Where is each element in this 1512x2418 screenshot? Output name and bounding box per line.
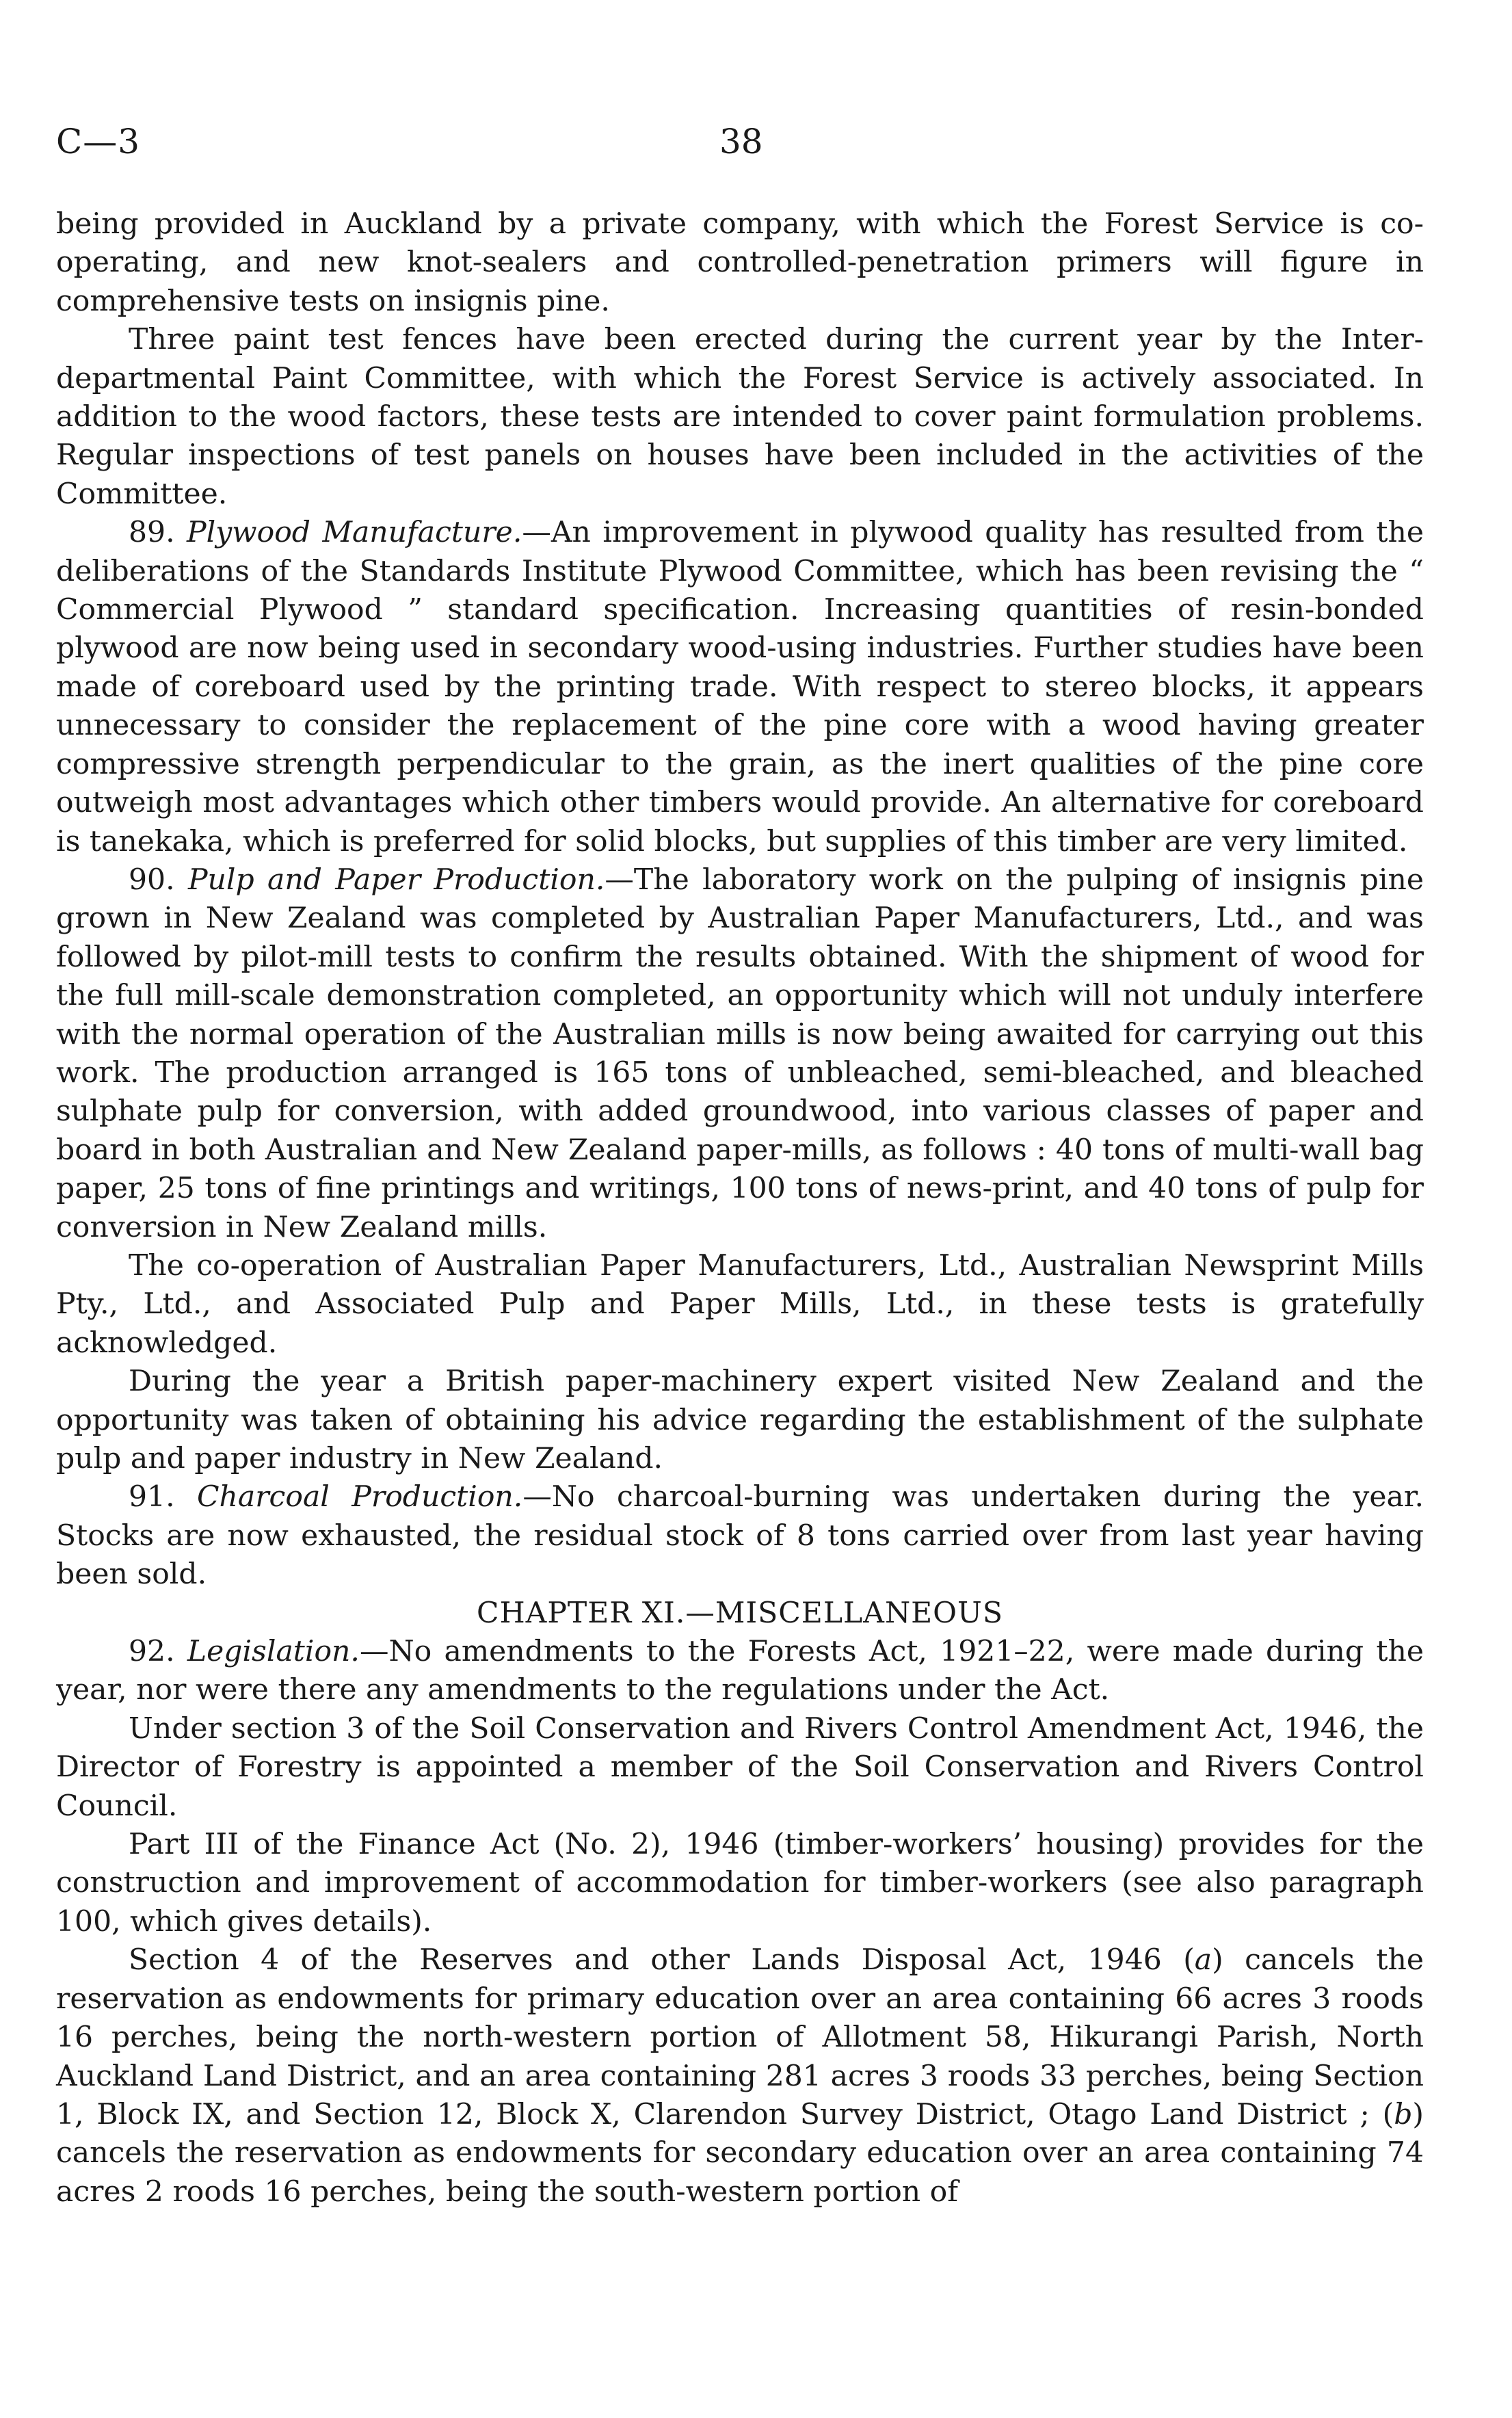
- paragraph-text: —No amendments to the Forests Act, 1921–22, were made during the year, nor were there any amendments to the regulations under the Act.: [56, 1635, 1424, 1707]
- paragraph-number: 91.: [129, 1480, 198, 1514]
- paragraph-92-reserves-act: [56, 1941, 1424, 2211]
- page-header: [56, 122, 1424, 176]
- paragraph-title: Legislation.: [187, 1635, 360, 1669]
- paragraph-continued: [56, 205, 1424, 321]
- chapter-heading: CHAPTER XI.—MISCELLANEOUS: [477, 1596, 1003, 1630]
- paragraph-text: —An improvement in plywood quality has resulted from the deliberations of the Standards Institute Plywood Committee, which has been revising the “ Commercial Plywood ” standard specification. Increasing quantities of resin-bonded plywood are now being used in secondary wood-using industries. Further studies have been made of coreboard used by the printing trade. With respect to stereo blocks, it appears unnecessary to consider the replacement of the pine core with a wood having greater compressive strength perpendicular to the grain, as the inert qualities of the pine core outweigh most advantages which other timbers would provide. An alternative for coreboard is tanekaka, which is preferred for solid blocks, but supplies of this timber are very limited.: [56, 516, 1424, 858]
- paragraph-92: [56, 1633, 1424, 1710]
- report-code: C—3: [56, 122, 141, 161]
- paragraph-89: [56, 514, 1424, 861]
- paragraph-title: Pulp and Paper Production.: [187, 863, 605, 897]
- paragraph-92-soil-conservation: [56, 1710, 1424, 1826]
- paragraph-text: The co-operation of Australian Paper Manufacturers, Ltd., Australian Newsprint Mills Pty., Ltd., and Associated Pulp and Paper Mills, Ltd., in these tests is gratefully acknowledged.: [56, 1248, 1424, 1360]
- paragraph-text: —No charcoal-burning was undertaken during the year. Stocks are now exhausted, the residual stock of 8 tons carried over from last year having been sold.: [56, 1480, 1424, 1592]
- paragraph-title: Plywood Manufacture.: [187, 516, 522, 550]
- body-text: [56, 205, 1424, 2211]
- paragraph-90-cooperation: [56, 1247, 1424, 1363]
- paragraph-text: During the year a British paper-machinery expert visited New Zealand and the opportunity was taken of obtaining his advice regarding the establishment of the sulphate pulp and paper industry in New Zealand.: [56, 1365, 1424, 1475]
- paragraph-92-finance-act: [56, 1826, 1424, 1941]
- paragraph-text: ) cancels the reservation as endowments for primary education over an area containing 66 acres 3 roods 16 perches, being the north-western portion of Allotment 58, Hikurangi Parish, North Auckland Land District, and an area containing 281 acres 3 roods 33 perches, being Section 1, Block IX, and Section 12, Block X, Clarendon Survey District, Otago Land District ; (: [56, 1943, 1424, 2131]
- page-number: 38: [719, 122, 763, 161]
- paragraph-91: [56, 1478, 1424, 1594]
- paragraph-text: being provided in Auckland by a private company, with which the Forest Service is co-operating, and new knot-sealers and controlled-penetration primers will figure in comprehensive tests on insignis pine.: [56, 207, 1424, 318]
- paragraph-text: Three paint test fences have been erected during the current year by the Inter-departmental Paint Committee, with which the Forest Service is actively associated. In addition to the wood factors, these tests are intended to cover paint formulation problems. Regular inspections of test panels on houses have been included in the activities of the Committee.: [56, 323, 1424, 511]
- paragraph-number: 89.: [129, 516, 187, 550]
- paragraph-text: ) cancels the reservation as endowments for secondary education over an area containing 74 acres 2 roods 16 perches, being the south-western portion of: [56, 2097, 1424, 2209]
- paragraph-title: Charcoal Production.: [197, 1480, 523, 1514]
- paragraph-text: Section 4 of the Reserves and other Lands Disposal Act, 1946 (: [129, 1943, 1195, 1977]
- paragraph-text: Under section 3 of the Soil Conservation and Rivers Control Amendment Act, 1946, the Director of Forestry is appointed a member of the Soil Conservation and Rivers Control Council.: [56, 1711, 1424, 1823]
- paragraph-number: 92.: [129, 1635, 187, 1669]
- clause-letter-a: a: [1194, 1943, 1212, 1977]
- paragraph-90-expert: [56, 1363, 1424, 1478]
- clause-letter-b: b: [1394, 2097, 1413, 2131]
- paragraph-number: 90.: [129, 863, 188, 897]
- paragraph-paint-tests: [56, 321, 1424, 514]
- paragraph-90: [56, 861, 1424, 1247]
- paragraph-text: —The laboratory work on the pulping of insignis pine grown in New Zealand was completed by Australian Paper Manufacturers, Ltd., and was followed by pilot-mill tests to confirm the results obtained. With the shipment of wood for the full mill-scale demonstration completed, an opportunity which will not unduly interfere with the normal operation of the Australian mills is now being awaited for carrying out this work. The production arranged is 165 tons of unbleached, semi-bleached, and bleached sulphate pulp for conversion, with added groundwood, into various classes of paper and board in both Australian and New Zealand paper-mills, as follows : 40 tons of multi-wall bag paper, 25 tons of fine printings and writings, 100 tons of news-print, and 40 tons of pulp for conversion in New Zealand mills.: [56, 863, 1424, 1244]
- paragraph-text: Part III of the Finance Act (No. 2), 1946 (timber-workers’ housing) provides for the construction and improvement of accommodation for timber-workers (see also paragraph 100, which gives details).: [56, 1828, 1424, 1939]
